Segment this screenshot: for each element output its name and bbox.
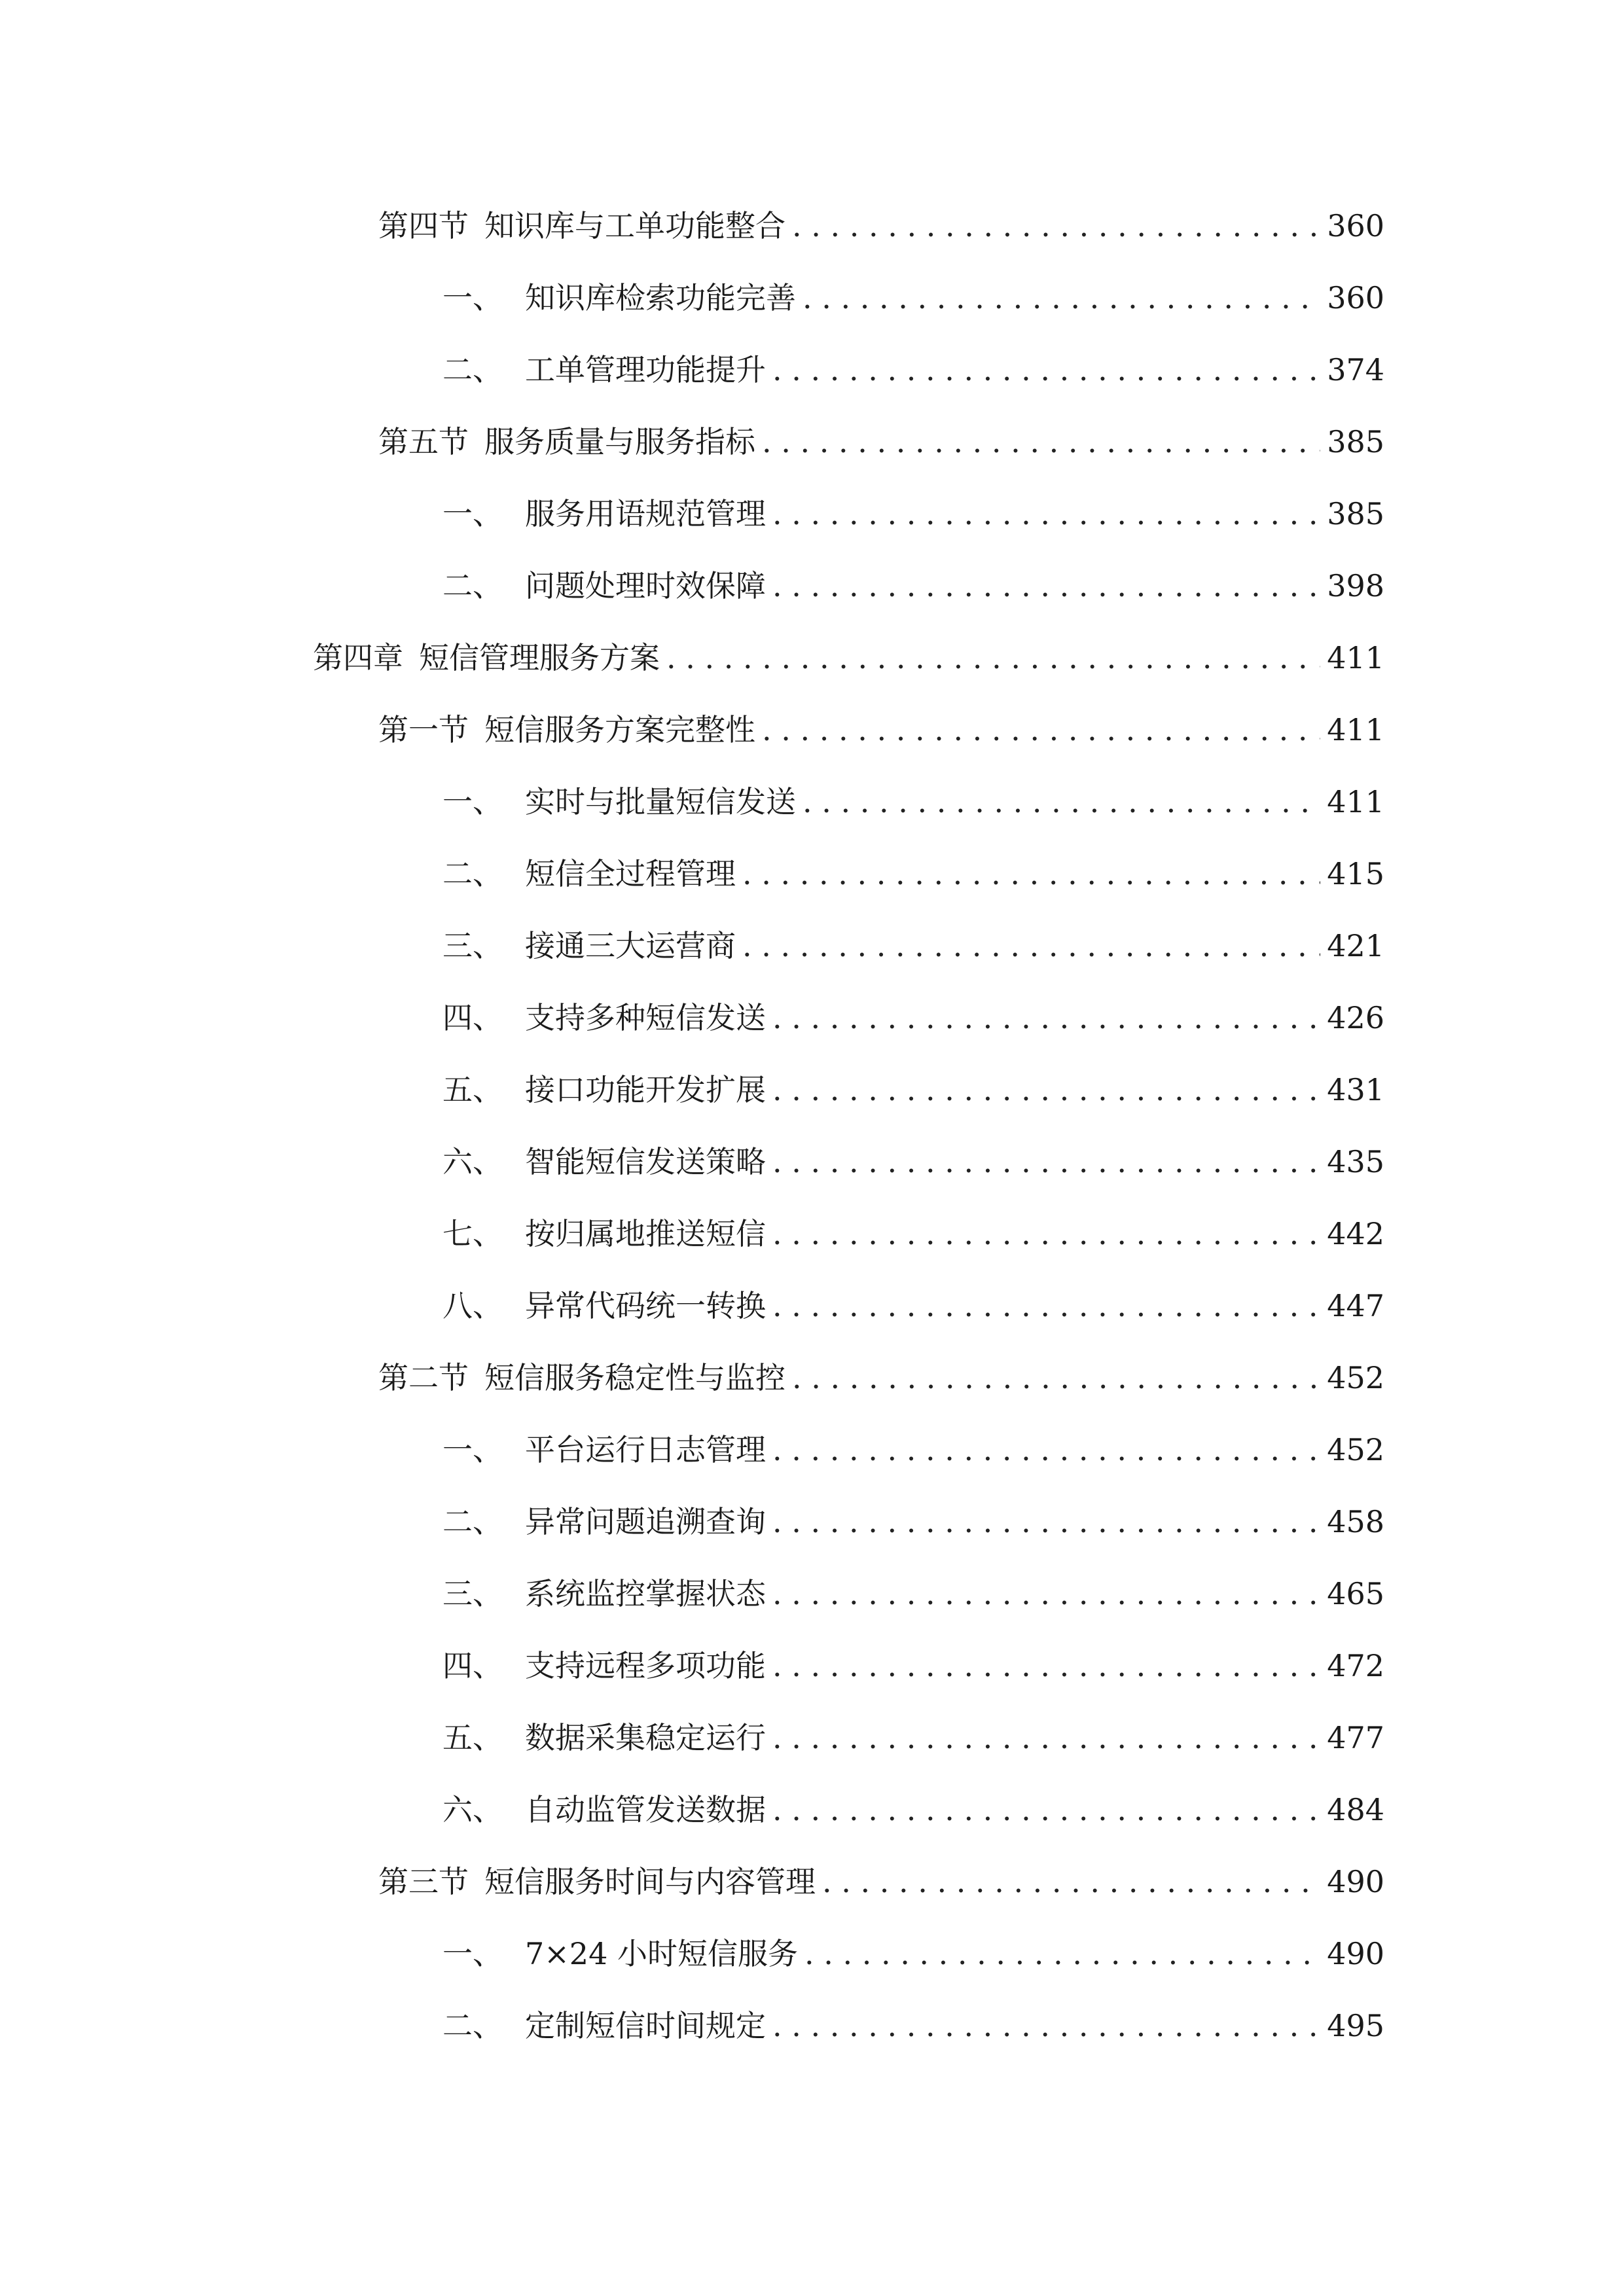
toc-entry-page: 458: [1327, 1504, 1384, 1539]
toc-entry[interactable]: [442, 1211, 1384, 1257]
toc-entry-title: 知识库与工单功能整合: [484, 208, 785, 243]
toc-entry-page: 442: [1327, 1216, 1384, 1251]
toc-dot-leader: [803, 275, 1320, 321]
toc-dot-leader: [742, 923, 1320, 969]
toc-entry-title: 实时与批量短信发送: [525, 784, 796, 819]
toc-entry-page: 385: [1327, 424, 1384, 459]
toc-entry[interactable]: [442, 275, 1384, 321]
toc-entry-number: 三、: [442, 1576, 503, 1611]
toc-entry-number: 三、: [442, 928, 503, 963]
toc-entry-page: 495: [1327, 2008, 1384, 2043]
toc-entry-number: 六、: [442, 1792, 503, 1827]
toc-entry[interactable]: [442, 1283, 1384, 1329]
toc-entry[interactable]: [442, 1787, 1384, 1833]
toc-entry-page: 472: [1327, 1648, 1384, 1683]
toc-entry-title: 自动监管发送数据: [525, 1792, 766, 1827]
toc-dot-leader: [804, 1931, 1320, 1977]
toc-entry[interactable]: [442, 1499, 1384, 1545]
toc-entry-page: 411: [1327, 784, 1384, 819]
toc-entry[interactable]: [442, 923, 1384, 969]
toc-entry-page: 398: [1327, 568, 1384, 603]
toc-dot-leader: [772, 563, 1320, 609]
toc-entry[interactable]: [442, 563, 1384, 609]
toc-entry-page: 415: [1327, 856, 1384, 891]
toc-entry-title: 短信服务方案完整性: [484, 712, 755, 747]
toc-dot-leader: [772, 2003, 1320, 2049]
toc-dot-leader: [772, 1139, 1320, 1185]
toc-entry-number: 二、: [442, 856, 503, 891]
toc-entry-page: 411: [1327, 640, 1384, 675]
toc-entry-title: 按归属地推送短信: [525, 1216, 766, 1251]
toc-entry-number: 一、: [442, 280, 503, 315]
toc-entry-page: 360: [1327, 280, 1384, 315]
toc-dot-leader: [772, 1211, 1320, 1257]
toc-dot-leader: [772, 1427, 1320, 1473]
toc-entry-title: 知识库检索功能完善: [525, 280, 796, 315]
toc-entry[interactable]: [442, 491, 1384, 537]
toc-entry-page: 452: [1327, 1360, 1384, 1395]
toc-dot-leader: [772, 347, 1320, 393]
toc-dot-leader: [666, 635, 1320, 681]
toc-entry[interactable]: [442, 1931, 1384, 1977]
toc-entry-title: 系统监控掌握状态: [525, 1576, 766, 1611]
toc-entry-title: 异常代码统一转换: [525, 1288, 766, 1323]
toc-dot-leader: [762, 419, 1320, 465]
toc-entry-title: 短信管理服务方案: [419, 640, 660, 675]
toc-entry-number: 第三节: [378, 1864, 469, 1899]
toc-dot-leader: [772, 491, 1320, 537]
toc-entry-page: 484: [1327, 1792, 1384, 1827]
toc-entry[interactable]: [442, 1067, 1384, 1113]
toc-entry-page: 477: [1327, 1720, 1384, 1755]
toc-entry-page: 431: [1327, 1072, 1384, 1107]
toc-entry[interactable]: [442, 779, 1384, 825]
toc-entry[interactable]: [442, 1427, 1384, 1473]
toc-entry-number: 第一节: [378, 712, 469, 747]
toc-dot-leader: [742, 851, 1320, 897]
toc-entry-page: 490: [1327, 1936, 1384, 1971]
toc-entry-number: 七、: [442, 1216, 503, 1251]
toc-entry-page: 426: [1327, 1000, 1384, 1035]
toc-entry-page: 411: [1327, 712, 1384, 747]
toc-entry-page: 435: [1327, 1144, 1384, 1179]
toc-entry-title: 短信服务稳定性与监控: [484, 1360, 785, 1395]
toc-entry-number: 四、: [442, 1648, 503, 1683]
toc-entry-title: 异常问题追溯查询: [525, 1504, 766, 1539]
toc-entry-number: 五、: [442, 1720, 503, 1755]
toc-dot-leader: [792, 203, 1320, 249]
toc-dot-leader: [772, 1643, 1320, 1689]
toc-dot-leader: [762, 707, 1320, 753]
toc-entry-page: 374: [1327, 352, 1384, 387]
toc-dot-leader: [772, 1715, 1320, 1761]
toc-entry-number: 二、: [442, 568, 503, 603]
toc-entry-number: 第二节: [378, 1360, 469, 1395]
toc-entry-title: 7×24 小时短信服务: [525, 1936, 798, 1971]
toc-entry-page: 490: [1327, 1864, 1384, 1899]
toc-entry-title: 定制短信时间规定: [525, 2008, 766, 2043]
toc-entry[interactable]: [442, 851, 1384, 897]
toc-entry-page: 465: [1327, 1576, 1384, 1611]
toc-entry-number: 一、: [442, 1936, 503, 1971]
toc-entry-number: 二、: [442, 2008, 503, 2043]
toc-entry[interactable]: [442, 1139, 1384, 1185]
toc-entry-title: 数据采集稳定运行: [525, 1720, 766, 1755]
toc-entry-number: 六、: [442, 1144, 503, 1179]
toc-entry-title: 问题处理时效保障: [525, 568, 766, 603]
toc-dot-leader: [792, 1355, 1320, 1401]
toc-entry[interactable]: [442, 2003, 1384, 2049]
toc-entry-page: 421: [1327, 928, 1384, 963]
toc-entry-number: 四、: [442, 1000, 503, 1035]
toc-entry-number: 第四章: [313, 640, 403, 675]
toc-entry-title: 支持远程多项功能: [525, 1648, 766, 1683]
toc-entry-page: 452: [1327, 1432, 1384, 1467]
toc-dot-leader: [772, 1283, 1320, 1329]
toc-dot-leader: [803, 779, 1320, 825]
toc-entry-title: 短信服务时间与内容管理: [484, 1864, 816, 1899]
toc-entry-title: 服务质量与服务指标: [484, 424, 755, 459]
toc-entry-page: 360: [1327, 208, 1384, 243]
toc-entry-number: 二、: [442, 352, 503, 387]
toc-dot-leader: [772, 1571, 1320, 1617]
toc-entry[interactable]: [378, 419, 1384, 465]
toc-entry-page: 447: [1327, 1288, 1384, 1323]
toc-entry-number: 一、: [442, 496, 503, 531]
toc-entry-title: 接通三大运营商: [525, 928, 736, 963]
toc-entry-title: 短信全过程管理: [525, 856, 736, 891]
toc-entry[interactable]: [442, 1643, 1384, 1689]
toc-entry[interactable]: [442, 1571, 1384, 1617]
toc-entry[interactable]: [378, 707, 1384, 753]
toc-entry-number: 八、: [442, 1288, 503, 1323]
toc-entry-title: 服务用语规范管理: [525, 496, 766, 531]
toc-entry[interactable]: [442, 1715, 1384, 1761]
toc-entry-number: 第五节: [378, 424, 469, 459]
toc-entry-title: 支持多种短信发送: [525, 1000, 766, 1035]
toc-entry-page: 385: [1327, 496, 1384, 531]
toc-entry-number: 第四节: [378, 208, 469, 243]
toc-entry-title: 智能短信发送策略: [525, 1144, 766, 1179]
toc-entry[interactable]: [442, 347, 1384, 393]
toc-entry-number: 五、: [442, 1072, 503, 1107]
toc-entry[interactable]: [378, 203, 1384, 249]
toc-dot-leader: [772, 995, 1320, 1041]
toc-entry-number: 一、: [442, 784, 503, 819]
toc-entry-number: 一、: [442, 1432, 503, 1467]
toc-dot-leader: [772, 1787, 1320, 1833]
toc-dot-leader: [822, 1859, 1320, 1905]
toc-entry[interactable]: [313, 635, 1384, 681]
toc-entry[interactable]: [378, 1859, 1384, 1905]
toc-entry-title: 工单管理功能提升: [525, 352, 766, 387]
toc-entry-number: 二、: [442, 1504, 503, 1539]
toc-entry[interactable]: [442, 995, 1384, 1041]
toc-dot-leader: [772, 1067, 1320, 1113]
toc-entry-title: 平台运行日志管理: [525, 1432, 766, 1467]
toc-dot-leader: [772, 1499, 1320, 1545]
toc-entry[interactable]: [378, 1355, 1384, 1401]
toc-entry-title: 接口功能开发扩展: [525, 1072, 766, 1107]
